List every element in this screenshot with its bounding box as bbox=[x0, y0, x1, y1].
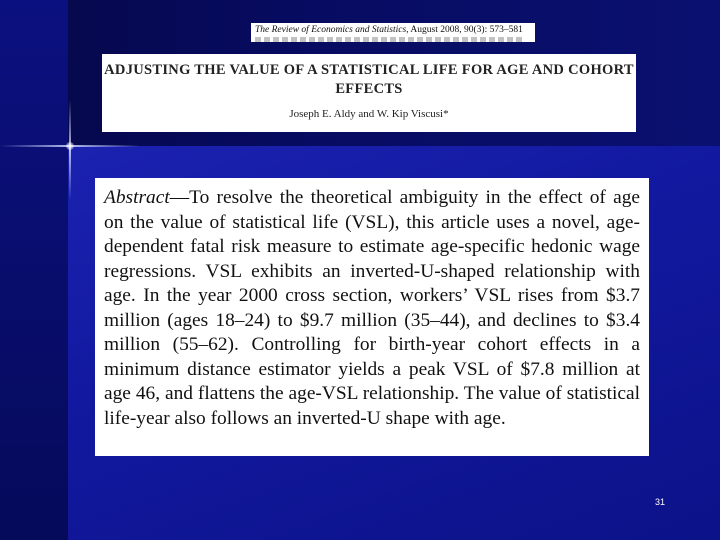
citation-line bbox=[255, 25, 523, 35]
paper-title-box bbox=[102, 54, 636, 132]
citation-details: August 2008, 90(3): 573–581 bbox=[410, 25, 523, 35]
paper-authors: Joseph E. Aldy and W. Kip Viscusi* bbox=[289, 108, 449, 120]
abstract-box bbox=[95, 178, 649, 456]
abstract-label: Abstract bbox=[104, 187, 170, 208]
citation-journal: The Review of Economics and Statistics, bbox=[255, 25, 409, 35]
sparkle-icon bbox=[66, 142, 74, 150]
journal-citation bbox=[251, 23, 535, 42]
abstract-paragraph bbox=[104, 186, 640, 431]
slide-number: 31 bbox=[655, 497, 666, 507]
background-left-band bbox=[0, 0, 68, 540]
citation-cropped-line bbox=[255, 37, 525, 42]
sparkle-vertical-ray bbox=[69, 100, 71, 200]
paper-title: ADJUSTING THE VALUE OF A STATISTICAL LIFE FOR AGE AND COHORT EFFECTS bbox=[104, 62, 634, 97]
abstract-body: —To resolve the theoretical ambiguity in the effect of age on the value of statistical life (VSL), this article uses a novel, age-dependent fatal risk measure to estimate age-specific hedonic wage regressions. VSL exhibits an inverted-U-shaped relationship with age. In the year 2000 cross section, workers’ VSL rises from $3.7 million (ages 18–24) to $9.7 million (35–44), and declines to $3.4 million (55–62). Controlling for birth-year cohort effects in a minimum distance estimator yields a peak VSL of $7.8 million at age 46, and flattens the age-VSL relationship. The value of statistical life-year also follows an inverted-U shape with age. bbox=[104, 187, 640, 429]
